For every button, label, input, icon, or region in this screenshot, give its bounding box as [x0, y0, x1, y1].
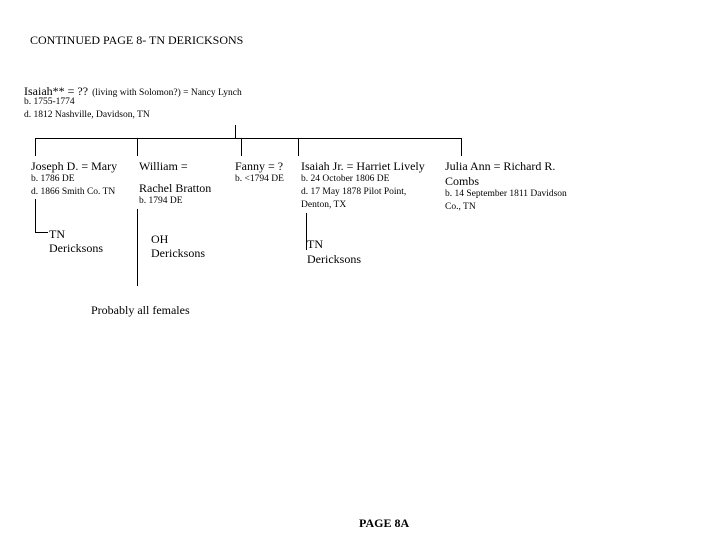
- child-2-desc-1: OH: [151, 232, 169, 246]
- child-2-desc-line: [137, 209, 138, 286]
- root-birth: b. 1755-1774: [24, 97, 75, 107]
- child-5-line: [461, 138, 462, 156]
- child-1-line: [35, 138, 36, 156]
- child-5-name-line-2: Combs: [445, 174, 480, 188]
- child-1-name: Joseph D. = Mary: [31, 159, 118, 173]
- child-5-birth: b. 14 September 1811 Davidson: [445, 189, 567, 199]
- sibling-bar: [35, 138, 462, 139]
- child-2-name: William =: [139, 159, 188, 173]
- descendants-note: Probably all females: [91, 303, 190, 317]
- child-4-death: d. 17 May 1878 Pilot Point,: [301, 187, 407, 197]
- child-5-birth-place: Co., TN: [445, 202, 476, 212]
- child-3-line: [241, 138, 242, 156]
- page-title: CONTINUED PAGE 8- TN DERICKSONS: [30, 33, 244, 47]
- child-1-birth: b. 1786 DE: [31, 174, 75, 184]
- root-name-note: (living with Solomon?) = Nancy Lynch: [92, 88, 242, 98]
- child-2-spouse: Rachel Bratton: [139, 181, 212, 195]
- child-4-birth: b. 24 October 1806 DE: [301, 174, 390, 184]
- child-5-name-line-1: Julia Ann = Richard R.: [445, 159, 556, 173]
- child-1-desc-line: [35, 199, 36, 233]
- child-1-desc-2: Dericksons: [49, 241, 103, 255]
- child-3-name: Fanny = ?: [235, 159, 284, 173]
- child-1-desc-tick: [35, 232, 48, 233]
- child-4-line: [298, 138, 299, 156]
- root-death: d. 1812 Nashville, Davidson, TN: [24, 110, 150, 120]
- child-4-death-place: Denton, TX: [301, 200, 347, 210]
- child-1-death: d. 1866 Smith Co. TN: [31, 187, 116, 197]
- child-1-desc-1: TN: [49, 227, 65, 241]
- child-4-desc-1: TN: [307, 237, 323, 251]
- child-4-name: Isaiah Jr. = Harriet Lively: [301, 159, 425, 173]
- root-drop-line: [235, 125, 236, 139]
- child-2-desc-2: Dericksons: [151, 246, 205, 260]
- child-2-birth: b. 1794 DE: [139, 196, 183, 206]
- child-3-birth: b. <1794 DE: [235, 174, 284, 184]
- root-name: Isaiah** = ??: [24, 84, 89, 98]
- page-number: PAGE 8A: [359, 516, 410, 530]
- child-2-line: [137, 138, 138, 156]
- child-4-desc-2: Dericksons: [307, 252, 361, 266]
